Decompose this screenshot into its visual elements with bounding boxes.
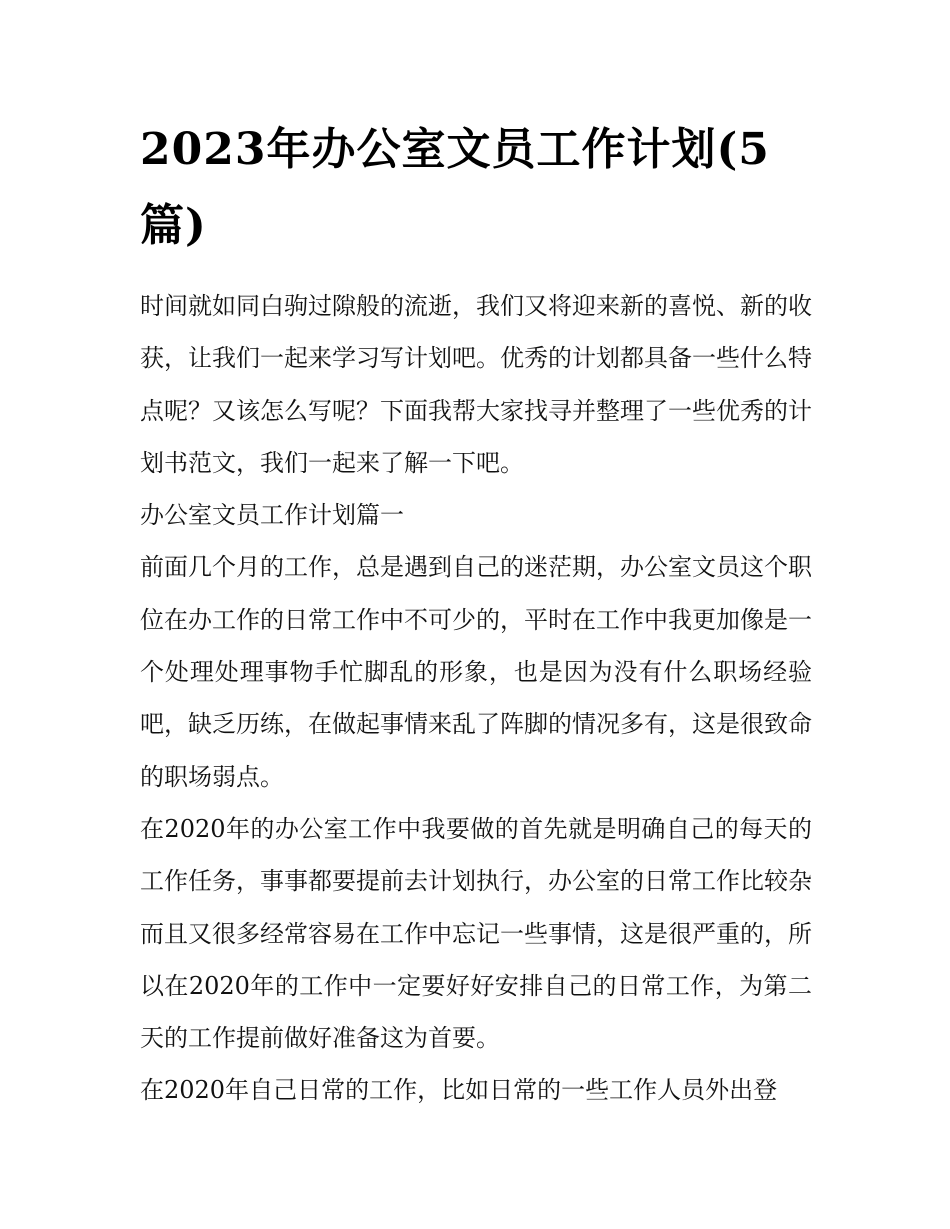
section-heading: 办公室文员工作计划篇一	[140, 501, 404, 530]
body-paragraph: 在2020年自己日常的工作，比如日常的一些工作人员外出登	[140, 1076, 778, 1105]
intro-paragraph: 时间就如同白驹过隙般的流逝，我们又将迎来新的喜悦、新的收获，让我们一起来学习写计划吧。优秀的计划都具备一些什么特点呢？又该怎么写呢？下面我帮大家找寻并整理了一些优秀的计划书范文，我们一起来了解一下吧。	[140, 292, 812, 477]
document-body	[140, 112, 812, 1117]
body-paragraph: 在2020年的办公室工作中我要做的首先就是明确自己的每天的工作任务，事事都要提前去计划执行，办公室的日常工作比较杂而且又很多经常容易在工作中忘记一些事情，这是很严重的，所以在2020年的工作中一定要好好安排自己的日常工作，为第二天的工作提前做好准备这为首要。	[140, 814, 812, 1053]
body-paragraph: 前面几个月的工作，总是遇到自己的迷茫期，办公室文员这个职位在办工作的日常工作中不可少的，平时在工作中我更加像是一个处理处理事物手忙脚乱的形象，也是因为没有什么职场经验吧，缺乏历练，在做起事情来乱了阵脚的情况多有，这是很致命的职场弱点。	[140, 553, 812, 791]
document-title: 2023年办公室文员工作计划(5篇)	[140, 124, 770, 251]
